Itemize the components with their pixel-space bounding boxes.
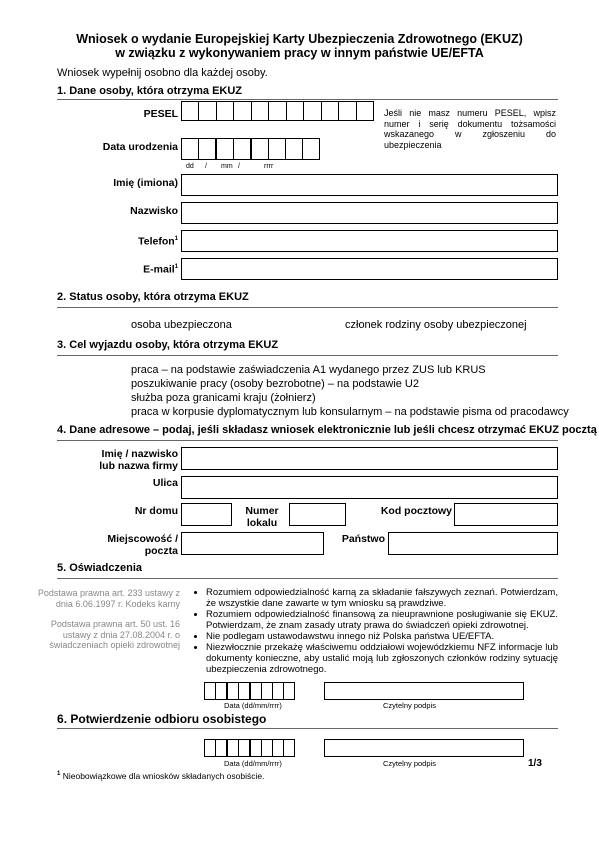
section2-heading bbox=[57, 291, 249, 303]
pesel-note: Jeśli nie masz numeru PESEL, wpisz numer i serię dokumentu tożsamości wskazanego w zgłoszeniu do ubezpieczenia bbox=[384, 108, 556, 150]
declaration-item-1: • Rozumiem odpowiedzialność karną za składanie fałszywych zeznań. Potwierdzam, że wszystkie dane zawarte w tym wniosku są prawdziwe. bbox=[206, 587, 558, 609]
phone-sup: 1 bbox=[174, 236, 178, 242]
city-label-line1: Miejscowość / bbox=[107, 533, 178, 545]
section4-divider bbox=[57, 440, 558, 441]
receipt-signature-input[interactable] bbox=[324, 739, 524, 757]
surname-input[interactable] bbox=[181, 202, 558, 224]
receipt-date-input[interactable] bbox=[204, 739, 295, 757]
flat-number-label bbox=[238, 505, 286, 529]
street-input[interactable] bbox=[181, 476, 558, 499]
section6-title: . Potwierdzenie odbioru osobistego bbox=[63, 712, 267, 726]
section4-heading bbox=[57, 424, 597, 436]
form-title-line2: w związku z wykonywaniem pracy w innym państwie UE/EFTA bbox=[115, 46, 484, 60]
house-number-input[interactable] bbox=[181, 503, 232, 526]
section5-divider bbox=[57, 578, 558, 579]
section4-number: 4. bbox=[57, 424, 67, 436]
section3-number: 3. bbox=[57, 339, 67, 351]
section5-title: Oświadczenia bbox=[69, 562, 143, 574]
phone-input[interactable] bbox=[181, 230, 558, 252]
footnote bbox=[57, 771, 264, 781]
recipient-name-label-line1: Imię / nazwisko bbox=[101, 448, 178, 460]
section5-number: 5. bbox=[57, 562, 67, 574]
recipient-name-label bbox=[70, 448, 178, 472]
birth-slash2: / bbox=[238, 163, 240, 170]
form-title bbox=[0, 32, 599, 60]
birth-mm-caption: mm bbox=[221, 163, 233, 170]
section2-number: 2. bbox=[57, 291, 67, 303]
phone-label bbox=[80, 233, 178, 248]
recipient-name-label-line2: lub nazwa firmy bbox=[99, 460, 178, 472]
city-label bbox=[80, 533, 178, 557]
section6-divider bbox=[57, 728, 558, 729]
intro-text: Wniosek wypełnij osobno dla każdej osoby. bbox=[57, 67, 268, 79]
declaration-item-3: • Nie podlegam ustawodawstwu innego niż Polska państwa UE/EFTA. bbox=[206, 631, 558, 642]
email-input[interactable] bbox=[181, 258, 558, 280]
birth-slash1: / bbox=[205, 163, 207, 170]
section6-number: 6 bbox=[57, 712, 64, 726]
first-name-input[interactable] bbox=[181, 174, 558, 196]
birth-rrrr-caption: rrrr bbox=[264, 163, 274, 170]
email-label-text: E-mail bbox=[143, 263, 175, 276]
surname-label: Nazwisko bbox=[130, 205, 178, 217]
status-option-insured[interactable]: osoba ubezpieczona bbox=[131, 319, 232, 331]
section6-heading bbox=[57, 712, 266, 726]
purpose-option-military[interactable]: służba poza granicami kraju (żołnierz) bbox=[131, 392, 316, 404]
house-number-label: Nr domu bbox=[134, 505, 178, 517]
legal-basis-criminal: Podstawa prawna art. 233 ustawy z dnia 6.06.1997 r. Kodeks karny bbox=[37, 588, 180, 609]
email-label bbox=[80, 261, 178, 276]
first-name-label: Imię (imiona) bbox=[113, 177, 178, 189]
section3-heading bbox=[57, 339, 278, 351]
section2-divider bbox=[57, 307, 558, 308]
city-label-line2: poczta bbox=[144, 545, 178, 557]
flat-number-label-line2: lokalu bbox=[246, 517, 278, 529]
pesel-label: PESEL bbox=[143, 108, 178, 120]
form-title-line1: Wniosek o wydanie Europejskiej Karty Ubezpieczenia Zdrowotnego (EKUZ) bbox=[76, 32, 523, 46]
page-number: 1/3 bbox=[528, 758, 542, 769]
section1-title: Dane osoby, która otrzyma EKUZ bbox=[69, 85, 243, 97]
footnote-marker: 1 bbox=[57, 771, 61, 778]
country-input[interactable] bbox=[388, 532, 558, 555]
purpose-option-jobseeking[interactable]: poszukiwanie pracy (osoby bezrobotne) – na podstawie U2 bbox=[131, 378, 419, 390]
recipient-name-input[interactable] bbox=[181, 447, 558, 470]
declaration-signature-input[interactable] bbox=[324, 682, 524, 700]
declaration-signature-caption: Czytelny podpis bbox=[383, 701, 436, 710]
receipt-signature-caption: Czytelny podpis bbox=[383, 759, 436, 768]
receipt-date-caption: Data (dd/mm/rrrr) bbox=[224, 759, 282, 768]
section3-divider bbox=[57, 355, 558, 356]
country-label: Państwo bbox=[341, 533, 385, 545]
purpose-option-diplomatic[interactable]: praca w korpusie dyplomatycznym lub konsularnym – na podstawie pisma od pracodawcy bbox=[131, 406, 569, 418]
footnote-text: Nieobowiązkowe dla wniosków składanych osobiście. bbox=[62, 771, 265, 781]
section5-heading bbox=[57, 562, 142, 574]
phone-label-text: Telefon bbox=[138, 235, 175, 248]
city-input[interactable] bbox=[181, 532, 324, 555]
status-option-family[interactable]: członek rodziny osoby ubezpieczonej bbox=[345, 319, 527, 331]
purpose-option-work[interactable]: praca – na podstawie zaświadczenia A1 wydanego przez ZUS lub KRUS bbox=[131, 364, 486, 376]
section1-divider bbox=[57, 99, 558, 100]
section2-title: Status osoby, która otrzyma EKUZ bbox=[69, 291, 249, 303]
section3-title: Cel wyjazdu osoby, która otrzyma EKUZ bbox=[69, 339, 279, 351]
section4-title: Dane adresowe – podaj, jeśli składasz wniosek elektronicznie lub jeśli chcesz otrzymać EKUZ pocztą bbox=[69, 424, 597, 436]
declaration-item-2: • Rozumiem odpowiedzialność finansową za nieuprawnione posługiwanie się EKUZ. Potwierdzam, że znam zasady utraty prawa do świadczeń opieki zdrowotnej. bbox=[206, 609, 558, 631]
flat-number-input[interactable] bbox=[289, 503, 346, 526]
pesel-input[interactable] bbox=[181, 101, 374, 121]
declaration-item-4: • Niezwłocznie przekażę właściwemu oddziałowi wojewódzkiemu NFZ informacje lub dokumenty konieczne, aby ustalić moją lub zgłoszonych członków rodziny sytuację ubezpieczenia zdrowotnego. bbox=[206, 642, 558, 675]
postcode-input[interactable] bbox=[454, 503, 558, 526]
declarations-list bbox=[192, 587, 558, 675]
birth-date-label: Data urodzenia bbox=[102, 141, 178, 153]
flat-number-label-line1: Numer bbox=[245, 505, 279, 517]
declaration-date-input[interactable] bbox=[204, 682, 295, 700]
birth-date-input[interactable] bbox=[181, 138, 320, 160]
declaration-date-caption: Data (dd/mm/rrrr) bbox=[224, 701, 282, 710]
street-label: Ulica bbox=[152, 477, 178, 489]
legal-basis-health: Podstawa prawna art. 50 ust. 16 ustawy z dnia 27.08.2004 r. o świadczeniach opieki zdrowotnej bbox=[49, 619, 180, 650]
section1-number: 1. bbox=[57, 85, 67, 97]
postcode-label: Kod pocztowy bbox=[380, 505, 452, 517]
section1-heading bbox=[57, 85, 242, 97]
email-sup: 1 bbox=[174, 264, 178, 270]
birth-dd-caption: dd bbox=[186, 163, 194, 170]
